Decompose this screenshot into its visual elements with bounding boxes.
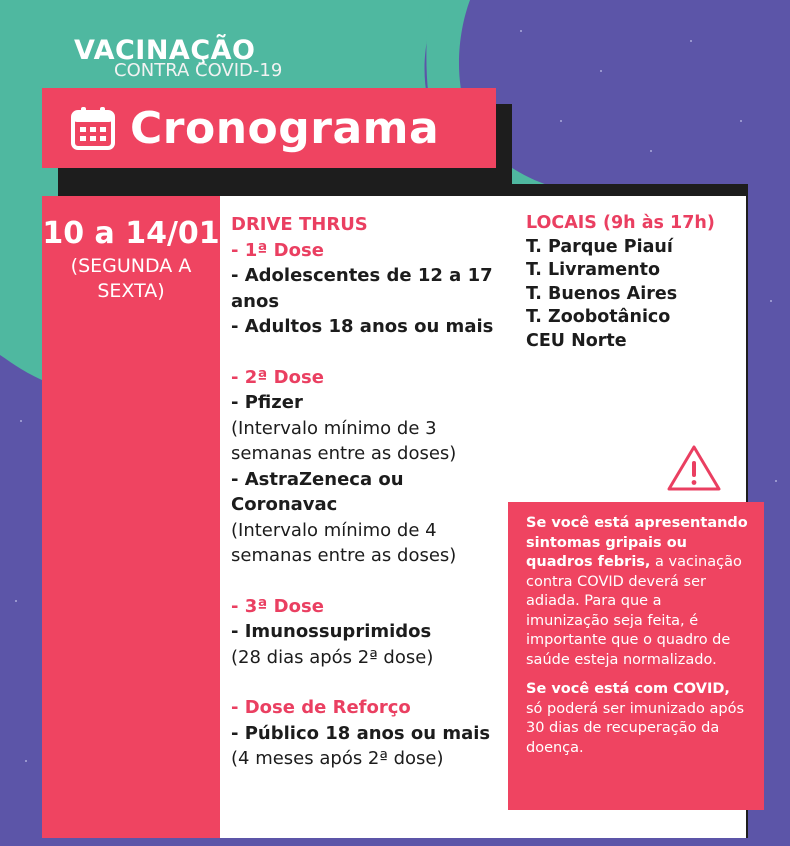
dose2-label: - 2ª Dose <box>231 366 324 388</box>
star <box>25 760 27 762</box>
star <box>770 300 772 302</box>
calendar-icon <box>70 105 116 151</box>
star <box>740 120 742 122</box>
location-item: T. Parque Piauí <box>526 236 673 257</box>
star <box>690 40 692 42</box>
star <box>15 600 17 602</box>
dose3-label: - 3ª Dose <box>231 595 324 617</box>
location-item: T. Zoobotânico <box>526 307 671 327</box>
alert-symptoms-text: a vacinação contra COVID deverá ser adiada. Para que a imunização seja feita, é importante que o quadro de saúde esteja normalizado. <box>526 554 742 668</box>
locations-heading: LOCAIS (9h às 17h) <box>526 213 715 233</box>
dose1-item: - Adolescentes de 12 a 17 anos <box>231 265 493 312</box>
star <box>600 70 602 72</box>
banner <box>42 88 496 168</box>
dose2-astrazeneca: - AstraZeneca ou Coronavac <box>231 468 404 515</box>
dose1-label: - 1ª Dose <box>231 239 324 261</box>
dose2-pfizer: - Pfizer <box>231 392 303 413</box>
date-range: 10 a 14/01 <box>42 216 220 251</box>
banner-title: Cronograma <box>130 102 440 154</box>
alert-paragraph-symptoms <box>526 514 748 670</box>
drive-thru-column <box>231 212 511 772</box>
date-panel <box>42 196 220 838</box>
locations-column <box>526 212 746 353</box>
location-item: CEU Norte <box>526 330 627 351</box>
star <box>775 480 777 482</box>
location-item: T. Buenos Aires <box>526 283 678 304</box>
dose1-item: - Adultos 18 anos ou mais <box>231 316 494 337</box>
alert-covid-bold: Se você está com COVID, <box>526 681 730 697</box>
title-contra-covid: CONTRA COVID-19 <box>114 60 283 81</box>
booster-label: - Dose de Reforço <box>231 697 411 718</box>
dose2-astrazeneca-note: (Intervalo mínimo de 4 semanas entre as doses) <box>231 519 457 566</box>
booster-item: - Público 18 anos ou mais <box>231 722 491 744</box>
dose3-note: (28 dias após 2ª dose) <box>231 646 434 668</box>
alert-symptoms-bold: Se você está apresentando sintomas gripais ou quadros febris, <box>526 515 748 570</box>
covid-alert-box <box>508 502 764 810</box>
dose2-pfizer-note: (Intervalo mínimo de 3 semanas entre as doses) <box>231 417 457 464</box>
weekday-range: (SEGUNDA A SEXTA) <box>70 255 192 302</box>
alert-paragraph-covid <box>526 680 748 758</box>
star <box>20 420 22 422</box>
location-item: T. Livramento <box>526 260 660 280</box>
warning-icon <box>666 444 722 492</box>
star <box>520 30 522 32</box>
booster-note: (4 meses após 2ª dose) <box>231 748 444 769</box>
drive-thru-heading: DRIVE THRUS <box>231 214 368 235</box>
campaign-title <box>74 35 283 81</box>
star <box>560 120 562 122</box>
alert-covid-text: só poderá ser imunizado após 30 dias de recuperação da doença. <box>526 700 744 756</box>
dose3-item: - Imunossuprimidos <box>231 621 432 642</box>
star <box>650 150 652 152</box>
title-vacinacao: VACINAÇÃO <box>74 35 256 66</box>
